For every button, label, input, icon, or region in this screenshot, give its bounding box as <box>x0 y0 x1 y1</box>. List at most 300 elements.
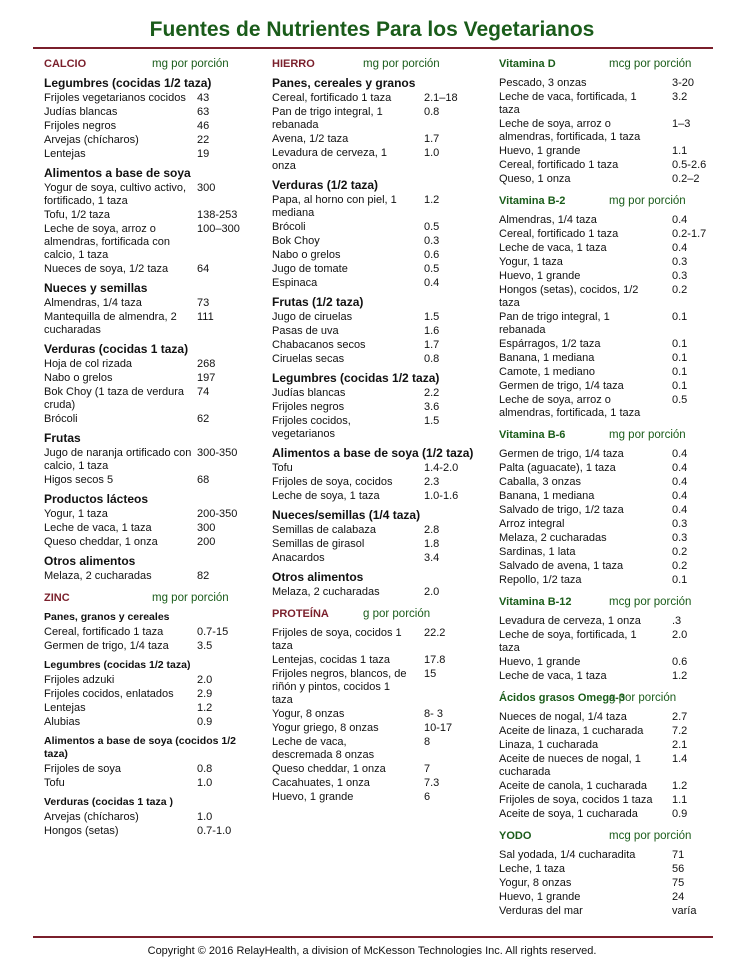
food-value: 1.5 <box>424 415 440 427</box>
food-name: Yogur, 1 taza <box>499 256 563 268</box>
group-title: Panes, granos y cereales <box>44 611 170 623</box>
food-name: Melaza, 2 cucharadas <box>499 532 607 544</box>
nutrient-section <box>272 608 487 804</box>
food-value: 8 <box>424 736 431 748</box>
unit-label: mg por porción <box>152 592 229 604</box>
food-row <box>44 777 259 790</box>
food-value: 3-20 <box>672 77 695 89</box>
food-value: 0.2–2 <box>672 173 700 185</box>
food-value: 43 <box>197 92 210 104</box>
food-name: Pan de trigo integral, 1 rebanada <box>499 311 610 336</box>
food-row <box>499 338 714 351</box>
food-value: 300 <box>197 182 216 194</box>
food-row <box>499 877 714 890</box>
food-name: Huevo, 1 grande <box>499 891 581 903</box>
food-name: Germen de trigo, 1/4 taza <box>499 380 624 392</box>
food-row <box>272 708 487 721</box>
food-row <box>272 147 487 173</box>
food-name: Almendras, 1/4 taza <box>44 297 142 309</box>
food-value: 71 <box>672 849 685 861</box>
food-name: Alubias <box>44 716 81 728</box>
food-name: Yogur, 1 taza <box>44 508 108 520</box>
food-value: 0.2 <box>672 560 688 572</box>
food-row <box>499 256 714 269</box>
food-row <box>499 656 714 669</box>
food-value: 15 <box>424 668 437 680</box>
food-row <box>272 462 487 475</box>
food-name: Hongos (setas), cocidos, 1/2 taza <box>499 284 639 309</box>
food-value: 0.2 <box>672 284 688 296</box>
food-name: Palta (aguacate), 1 taza <box>499 462 616 474</box>
group-title: Legumbres (cocidas 1/2 taza) <box>272 371 440 385</box>
food-name: Pescado, 3 onzas <box>499 77 587 89</box>
food-group <box>44 659 259 729</box>
food-row <box>499 77 714 90</box>
food-group <box>499 448 714 587</box>
food-value: .3 <box>672 615 682 627</box>
food-name: Yogur griego, 8 onzas <box>272 722 379 734</box>
food-name: Frijoles cocidos, vegetarianos <box>272 415 351 440</box>
food-value: 300-350 <box>197 447 238 459</box>
food-name: Leche de soya, fortificada, 1 taza <box>499 629 637 654</box>
food-row <box>499 448 714 461</box>
food-value: 1.0 <box>197 777 213 789</box>
food-value: 1.6 <box>424 325 440 337</box>
title-rule <box>33 47 713 49</box>
group-title: Nueces y semillas <box>44 281 148 295</box>
food-row <box>499 615 714 628</box>
food-row <box>44 536 259 549</box>
food-row <box>499 366 714 379</box>
food-row <box>272 654 487 667</box>
food-value: 1.2 <box>672 780 688 792</box>
food-name: Germen de trigo, 1/4 taza <box>44 640 169 652</box>
food-value: 22 <box>197 134 210 146</box>
food-value: 0.9 <box>197 716 213 728</box>
food-row <box>499 311 714 337</box>
food-value: 0.5-2.6 <box>672 159 707 171</box>
unit-label: mcg por porción <box>609 596 692 608</box>
group-title: Alimentos a base de soya (1/2 taza) <box>272 446 474 460</box>
food-name: Semillas de calabaza <box>272 524 376 536</box>
food-value: 0.8 <box>197 763 213 775</box>
food-row <box>44 626 259 639</box>
food-name: Leche de vaca, 1 taza <box>44 522 152 534</box>
food-row <box>44 386 259 412</box>
food-name: Bok Choy <box>272 235 320 247</box>
food-name: Hongos (setas) <box>44 825 119 837</box>
food-name: Huevo, 1 grande <box>499 145 581 157</box>
food-value: 0.6 <box>424 249 440 261</box>
food-value: 0.8 <box>424 353 440 365</box>
food-name: Frijoles de soya, cocidos 1 taza <box>499 794 653 806</box>
food-row <box>272 277 487 290</box>
food-row <box>272 133 487 146</box>
food-value: 0.4 <box>672 490 688 502</box>
food-value: 0.4 <box>672 476 688 488</box>
food-name: Espárragos, 1/2 taza <box>499 338 601 350</box>
food-name: Linaza, 1 cucharada <box>499 739 599 751</box>
food-name: Jugo de tomate <box>272 263 348 275</box>
food-name: Cereal, fortificado 1 taza <box>499 228 619 240</box>
food-value: 10-17 <box>424 722 453 734</box>
food-row <box>44 182 259 208</box>
food-group <box>272 296 487 366</box>
food-name: Melaza, 2 cucharadas <box>272 586 380 598</box>
food-value: 46 <box>197 120 210 132</box>
food-name: Tofu, 1/2 taza <box>44 209 111 221</box>
food-row <box>44 413 259 426</box>
food-value: 1–3 <box>672 118 691 130</box>
food-row <box>499 739 714 752</box>
food-row <box>499 518 714 531</box>
section-header <box>499 596 714 611</box>
food-name: Pasas de uva <box>272 325 339 337</box>
food-name: Judías blancas <box>44 106 118 118</box>
food-row <box>499 574 714 587</box>
food-row <box>499 711 714 724</box>
food-name: Nueces de soya, 1/2 taza <box>44 263 169 275</box>
food-name: Frijoles adzuki <box>44 674 115 686</box>
food-name: Nabo o grelos <box>272 249 341 261</box>
food-value: 200 <box>197 536 216 548</box>
food-value: 3.5 <box>197 640 213 652</box>
section-header <box>499 692 714 707</box>
food-value: 1.4-2.0 <box>424 462 459 474</box>
food-value: 200-350 <box>197 508 238 520</box>
nutrient-name: Vitamina B-6 <box>499 429 566 441</box>
food-row <box>44 297 259 310</box>
food-row <box>499 214 714 227</box>
food-row <box>44 640 259 653</box>
column-left <box>44 58 259 847</box>
nutrient-name: Vitamina B-12 <box>499 596 572 608</box>
food-value: 7 <box>424 763 431 775</box>
food-value: 0.5 <box>424 221 440 233</box>
food-value: 2.2 <box>424 387 440 399</box>
food-value: 1.0 <box>197 811 213 823</box>
food-value: 1.7 <box>424 133 440 145</box>
food-value: 0.3 <box>672 532 688 544</box>
nutrient-section <box>272 58 487 599</box>
food-value: 56 <box>672 863 685 875</box>
food-row <box>44 447 259 473</box>
food-value: 0.6 <box>672 656 688 668</box>
food-name: Leche de vaca, descremada 8 onzas <box>272 736 375 761</box>
food-value: 1.7 <box>424 339 440 351</box>
food-name: Leche de vaca, 1 taza <box>499 242 607 254</box>
food-name: Caballa, 3 onzas <box>499 476 581 488</box>
food-row <box>272 106 487 132</box>
food-row <box>44 311 259 337</box>
food-row <box>44 763 259 776</box>
food-name: Queso, 1 onza <box>499 173 571 185</box>
food-row <box>44 263 259 276</box>
food-name: Lentejas, cocidas 1 taza <box>272 654 391 666</box>
food-row <box>499 863 714 876</box>
food-name: Nabo o grelos <box>44 372 113 384</box>
food-value: 2.0 <box>672 629 688 641</box>
food-row <box>272 325 487 338</box>
food-row <box>44 702 259 715</box>
group-title: Verduras (1/2 taza) <box>272 178 379 192</box>
food-value: 0.7-1.0 <box>197 825 232 837</box>
food-row <box>44 223 259 262</box>
food-row <box>499 849 714 862</box>
food-name: Semillas de girasol <box>272 538 365 550</box>
food-name: Hoja de col rizada <box>44 358 133 370</box>
nutrient-name: PROTEÍNA <box>272 608 329 620</box>
food-name: Leche de soya, arroz o almendras, fortificada, 1 taza <box>499 118 641 143</box>
food-value: 0.5 <box>672 394 688 406</box>
food-value: 68 <box>197 474 210 486</box>
group-title: Nueces/semillas (1/4 taza) <box>272 508 421 522</box>
food-row <box>44 474 259 487</box>
food-name: Espinaca <box>272 277 318 289</box>
group-title: Alimentos a base de soya <box>44 166 191 180</box>
food-name: Frijoles de soya, cocidos 1 taza <box>272 627 402 652</box>
food-value: 0.9 <box>672 808 688 820</box>
food-row <box>499 159 714 172</box>
nutrient-name: HIERRO <box>272 58 315 70</box>
group-title: Frutas <box>44 431 81 445</box>
food-row <box>44 209 259 222</box>
unit-label: g por porción <box>609 692 677 704</box>
food-row <box>499 270 714 283</box>
food-value: 0.7-15 <box>197 626 229 638</box>
food-row <box>499 891 714 904</box>
food-name: Jugo de ciruelas <box>272 311 353 323</box>
food-value: 111 <box>197 311 214 323</box>
column-right <box>499 58 714 927</box>
food-name: Cacahuates, 1 onza <box>272 777 370 789</box>
food-row <box>499 780 714 793</box>
food-group <box>499 849 714 918</box>
food-row <box>499 629 714 655</box>
nutrient-section <box>499 596 714 683</box>
food-name: Papa, al horno con piel, 1 mediana <box>272 194 397 219</box>
food-value: 74 <box>197 386 210 398</box>
food-value: 0.3 <box>424 235 440 247</box>
food-row <box>44 92 259 105</box>
food-name: Cereal, fortificado 1 taza <box>499 159 619 171</box>
food-value: 0.4 <box>672 462 688 474</box>
food-name: Tofu <box>272 462 293 474</box>
food-name: Aceite de nueces de nogal, 1 cucharada <box>499 753 641 778</box>
food-name: Aceite de soya, 1 cucharada <box>499 808 638 820</box>
food-name: Germen de trigo, 1/4 taza <box>499 448 624 460</box>
food-value: 75 <box>672 877 685 889</box>
food-value: 1.4 <box>672 753 688 765</box>
food-value: 2.7 <box>672 711 688 723</box>
food-value: 7.2 <box>672 725 688 737</box>
food-name: Salvado de trigo, 1/2 taza <box>499 504 624 516</box>
unit-label: mcg por porción <box>609 830 692 842</box>
food-value: 1.2 <box>672 670 688 682</box>
food-name: Leche de soya, arroz o almendras, fortificada, 1 taza <box>499 394 641 419</box>
food-value: 138-253 <box>197 209 238 221</box>
nutrient-section <box>44 592 259 838</box>
food-row <box>44 688 259 701</box>
food-value: 0.4 <box>424 277 440 289</box>
food-value: 0.1 <box>672 574 688 586</box>
food-group <box>499 77 714 186</box>
food-name: Queso cheddar, 1 onza <box>44 536 158 548</box>
food-group <box>499 615 714 683</box>
food-row <box>272 763 487 776</box>
nutrient-section <box>499 830 714 918</box>
nutrient-name: ZINC <box>44 592 70 604</box>
food-value: 2.0 <box>197 674 213 686</box>
food-row <box>272 722 487 735</box>
food-group <box>499 711 714 821</box>
food-name: Frijoles negros, blancos, de riñón y pintos, cocidos 1 taza <box>272 668 407 706</box>
food-value: 8- 3 <box>424 708 443 720</box>
food-value: 24 <box>672 891 685 903</box>
food-value: 2.1 <box>672 739 688 751</box>
food-value: 1.5 <box>424 311 440 323</box>
food-group <box>44 432 259 487</box>
food-row <box>499 284 714 310</box>
food-value: 6 <box>424 791 431 803</box>
food-group <box>44 282 259 337</box>
nutrient-name: Vitamina B-2 <box>499 195 566 207</box>
food-row <box>44 120 259 133</box>
food-row <box>499 725 714 738</box>
food-row <box>499 670 714 683</box>
food-value: 1.1 <box>672 794 688 806</box>
group-title: Frutas (1/2 taza) <box>272 295 364 309</box>
food-name: Huevo, 1 grande <box>272 791 354 803</box>
food-name: Pan de trigo integral, 1 rebanada <box>272 106 383 131</box>
food-name: Huevo, 1 grande <box>499 270 581 282</box>
column-middle <box>272 58 487 813</box>
food-name: Chabacanos secos <box>272 339 366 351</box>
food-value: 82 <box>197 570 210 582</box>
food-row <box>499 145 714 158</box>
food-group <box>44 796 259 838</box>
food-row <box>44 570 259 583</box>
nutrient-section <box>499 58 714 186</box>
food-value: 0.1 <box>672 366 688 378</box>
food-row <box>272 353 487 366</box>
food-row <box>272 524 487 537</box>
food-value: 0.1 <box>672 311 688 323</box>
food-name: Anacardos <box>272 552 325 564</box>
section-header <box>499 429 714 444</box>
food-row <box>499 173 714 186</box>
food-name: Brócoli <box>44 413 78 425</box>
group-title: Verduras (cocidas 1 taza ) <box>44 796 173 808</box>
food-name: Yogur, 8 onzas <box>272 708 345 720</box>
food-row <box>499 504 714 517</box>
food-name: Frijoles negros <box>272 401 345 413</box>
food-row <box>272 586 487 599</box>
food-row <box>499 91 714 117</box>
food-name: Ciruelas secas <box>272 353 345 365</box>
food-row <box>44 522 259 535</box>
food-value: 2.1–18 <box>424 92 458 104</box>
food-row <box>499 905 714 918</box>
food-name: Higos secos 5 <box>44 474 114 486</box>
unit-label: mcg por porción <box>609 58 692 70</box>
food-value: 2.0 <box>424 586 440 598</box>
group-title: Otros alimentos <box>44 554 136 568</box>
food-value: 3.6 <box>424 401 440 413</box>
food-row <box>44 106 259 119</box>
food-name: Mantequilla de almendra, 2 cucharadas <box>44 311 177 336</box>
food-value: 0.4 <box>672 242 688 254</box>
food-row <box>499 753 714 779</box>
section-header <box>272 608 487 623</box>
nutrient-section <box>499 195 714 420</box>
food-value: 0.3 <box>672 270 688 282</box>
food-row <box>499 560 714 573</box>
food-group <box>44 555 259 583</box>
food-name: Aceite de canola, 1 cucharada <box>499 780 647 792</box>
food-name: Frijoles vegetarianos cocidos <box>44 92 186 104</box>
food-row <box>44 825 259 838</box>
food-name: Verduras del mar <box>499 905 583 917</box>
group-title: Legumbres (cocidas 1/2 taza) <box>44 76 212 90</box>
food-row <box>499 794 714 807</box>
food-value: 73 <box>197 297 210 309</box>
food-row <box>272 339 487 352</box>
food-name: Yogur de soya, cultivo activo, fortificado, 1 taza <box>44 182 187 207</box>
food-value: 19 <box>197 148 210 160</box>
food-name: Arvejas (chícharos) <box>44 134 139 146</box>
copyright-footer: Copyright © 2016 RelayHealth, a division of McKesson Technologies Inc. All rights reserved. <box>147 945 597 957</box>
group-title: Verduras (cocidas 1 taza) <box>44 342 189 356</box>
food-value: 197 <box>197 372 216 384</box>
food-row <box>499 462 714 475</box>
food-value: 3.4 <box>424 552 440 564</box>
food-value: 1.2 <box>424 194 440 206</box>
food-row <box>44 508 259 521</box>
food-row <box>499 490 714 503</box>
food-value: 0.1 <box>672 380 688 392</box>
food-name: Avena, 1/2 taza <box>272 133 349 145</box>
food-value: 17.8 <box>424 654 446 666</box>
food-value: 0.4 <box>672 504 688 516</box>
food-name: Salvado de avena, 1 taza <box>499 560 624 572</box>
food-name: Sal yodada, 1/4 cucharadita <box>499 849 636 861</box>
food-row <box>272 627 487 653</box>
food-name: Judías blancas <box>272 387 346 399</box>
food-name: Sardinas, 1 lata <box>499 546 576 558</box>
food-row <box>499 352 714 365</box>
food-row <box>272 791 487 804</box>
food-row <box>272 401 487 414</box>
food-value: 2.3 <box>424 476 440 488</box>
food-name: Camote, 1 mediano <box>499 366 595 378</box>
food-row <box>499 476 714 489</box>
food-row <box>272 221 487 234</box>
food-name: Aceite de linaza, 1 cucharada <box>499 725 644 737</box>
nutrient-name: Ácidos grasos Omega-3 <box>499 692 625 704</box>
food-value: varía <box>672 905 697 917</box>
food-value: 63 <box>197 106 210 118</box>
food-name: Levadura de cerveza, 1 onza <box>272 147 387 172</box>
food-name: Frijoles de soya, cocidos <box>272 476 393 488</box>
food-name: Repollo, 1/2 taza <box>499 574 582 586</box>
food-value: 100–300 <box>197 223 240 235</box>
food-row <box>499 808 714 821</box>
food-group <box>272 447 487 503</box>
food-value: 1.8 <box>424 538 440 550</box>
page-title: Fuentes de Nutrientes Para los Vegetarianos <box>149 18 595 41</box>
food-row <box>499 228 714 241</box>
